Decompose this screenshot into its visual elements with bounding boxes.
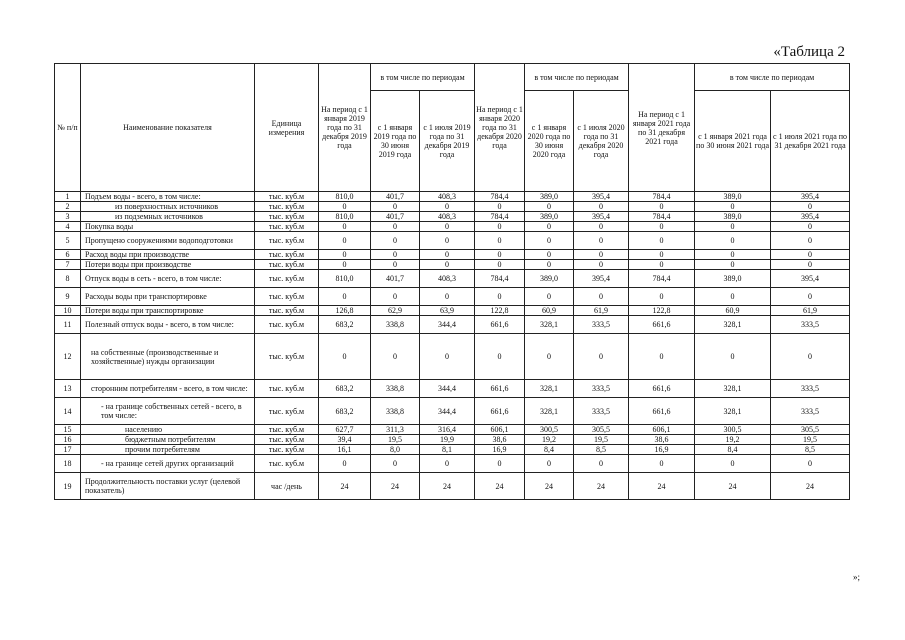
table-row xyxy=(55,398,850,425)
row-value: 300,5 xyxy=(695,425,771,435)
row-value: 122,8 xyxy=(475,306,525,316)
row-value: 0 xyxy=(695,202,771,212)
row-value: 63,9 xyxy=(420,306,475,316)
row-value: 395,4 xyxy=(771,270,850,288)
row-value: 24 xyxy=(525,473,574,500)
row-value: 8,4 xyxy=(695,445,771,455)
row-value: 395,4 xyxy=(771,212,850,222)
row-value: 0 xyxy=(574,250,629,260)
row-name: прочим потребителям xyxy=(81,445,255,455)
row-value: 16,9 xyxy=(629,445,695,455)
row-name: Потери воды при транспортировке xyxy=(81,306,255,316)
row-value: 0 xyxy=(629,232,695,250)
row-value: 389,0 xyxy=(525,270,574,288)
row-value: 316,4 xyxy=(420,425,475,435)
row-value: 0 xyxy=(574,232,629,250)
row-name: Полезный отпуск воды - всего, в том числе: xyxy=(81,316,255,334)
row-number: 17 xyxy=(55,445,81,455)
row-value: 0 xyxy=(574,222,629,232)
table-row xyxy=(55,455,850,473)
row-value: 333,5 xyxy=(771,380,850,398)
row-name: Потери воды при производстве xyxy=(81,260,255,270)
row-value: 389,0 xyxy=(525,212,574,222)
row-value: 333,5 xyxy=(574,380,629,398)
row-value: 606,1 xyxy=(629,425,695,435)
row-value: 661,6 xyxy=(629,398,695,425)
row-name: Покупка воды xyxy=(81,222,255,232)
row-value: 19,2 xyxy=(695,435,771,445)
header-h2-2021: с 1 июля 2021 года по 31 декабря 2021 года xyxy=(771,91,850,192)
row-unit: час /день xyxy=(255,473,319,500)
row-value: 328,1 xyxy=(695,398,771,425)
row-value: 8,0 xyxy=(371,445,420,455)
row-value: 389,0 xyxy=(695,212,771,222)
row-value: 0 xyxy=(371,288,420,306)
row-number: 3 xyxy=(55,212,81,222)
row-name: сторонним потребителям - всего, в том числе: xyxy=(81,380,255,398)
row-unit: тыс. куб.м xyxy=(255,202,319,212)
row-value: 0 xyxy=(629,250,695,260)
table-row xyxy=(55,288,850,306)
row-name: - на границе сетей других организаций xyxy=(81,455,255,473)
row-value: 0 xyxy=(574,455,629,473)
row-value: 0 xyxy=(475,334,525,380)
row-value: 0 xyxy=(420,202,475,212)
row-value: 683,2 xyxy=(319,380,371,398)
row-value: 0 xyxy=(319,202,371,212)
row-unit: тыс. куб.м xyxy=(255,212,319,222)
row-value: 0 xyxy=(629,288,695,306)
row-value: 0 xyxy=(525,288,574,306)
header-including-2020: в том числе по периодам xyxy=(525,64,629,91)
water-balance-table xyxy=(54,63,850,500)
row-number: 1 xyxy=(55,192,81,202)
row-unit: тыс. куб.м xyxy=(255,380,319,398)
row-number: 16 xyxy=(55,435,81,445)
table-row xyxy=(55,232,850,250)
row-value: 344,4 xyxy=(420,380,475,398)
row-value: 24 xyxy=(475,473,525,500)
row-value: 0 xyxy=(695,334,771,380)
row-value: 0 xyxy=(319,232,371,250)
row-value: 810,0 xyxy=(319,270,371,288)
row-value: 0 xyxy=(420,334,475,380)
table-body xyxy=(55,192,850,500)
row-value: 19,5 xyxy=(771,435,850,445)
row-value: 0 xyxy=(525,455,574,473)
table-row xyxy=(55,250,850,260)
row-value: 328,1 xyxy=(525,316,574,334)
row-value: 0 xyxy=(629,334,695,380)
row-value: 0 xyxy=(475,260,525,270)
row-value: 661,6 xyxy=(629,380,695,398)
row-value: 328,1 xyxy=(695,316,771,334)
table-row xyxy=(55,380,850,398)
header-period-2020: На период с 1 января 2020 года по 31 декабря 2020 года xyxy=(475,64,525,192)
row-value: 338,8 xyxy=(371,316,420,334)
row-value: 60,9 xyxy=(525,306,574,316)
table-row xyxy=(55,334,850,380)
row-value: 19,9 xyxy=(420,435,475,445)
row-value: 395,4 xyxy=(574,212,629,222)
row-value: 0 xyxy=(525,260,574,270)
row-value: 0 xyxy=(420,455,475,473)
row-value: 683,2 xyxy=(319,316,371,334)
row-value: 61,9 xyxy=(574,306,629,316)
row-number: 7 xyxy=(55,260,81,270)
row-value: 19,5 xyxy=(371,435,420,445)
row-value: 126,8 xyxy=(319,306,371,316)
row-value: 389,0 xyxy=(525,192,574,202)
row-value: 401,7 xyxy=(371,212,420,222)
row-number: 12 xyxy=(55,334,81,380)
row-value: 0 xyxy=(695,250,771,260)
row-number: 10 xyxy=(55,306,81,316)
row-value: 784,4 xyxy=(475,270,525,288)
row-value: 338,8 xyxy=(371,398,420,425)
row-unit: тыс. куб.м xyxy=(255,334,319,380)
row-value: 328,1 xyxy=(695,380,771,398)
row-name: населению xyxy=(81,425,255,435)
row-value: 0 xyxy=(475,222,525,232)
header-including-2021: в том числе по периодам xyxy=(695,64,850,91)
row-value: 0 xyxy=(771,222,850,232)
row-number: 19 xyxy=(55,473,81,500)
row-name: Подъем воды - всего, в том числе: xyxy=(81,192,255,202)
row-unit: тыс. куб.м xyxy=(255,306,319,316)
row-value: 0 xyxy=(695,222,771,232)
row-value: 0 xyxy=(525,250,574,260)
row-value: 401,7 xyxy=(371,270,420,288)
row-value: 0 xyxy=(319,250,371,260)
row-value: 810,0 xyxy=(319,212,371,222)
row-name: Расход воды при производстве xyxy=(81,250,255,260)
row-value: 8,5 xyxy=(771,445,850,455)
row-unit: тыс. куб.м xyxy=(255,425,319,435)
row-value: 24 xyxy=(420,473,475,500)
row-value: 39,4 xyxy=(319,435,371,445)
row-value: 305,5 xyxy=(574,425,629,435)
row-name: на собственные (производственные и хозяйственные) нужды организации xyxy=(81,334,255,380)
row-value: 661,6 xyxy=(629,316,695,334)
row-unit: тыс. куб.м xyxy=(255,260,319,270)
row-value: 311,3 xyxy=(371,425,420,435)
row-value: 24 xyxy=(574,473,629,500)
row-number: 4 xyxy=(55,222,81,232)
row-value: 784,4 xyxy=(475,212,525,222)
row-value: 0 xyxy=(629,260,695,270)
row-value: 0 xyxy=(319,334,371,380)
header-including-2019: в том числе по периодам xyxy=(371,64,475,91)
row-value: 24 xyxy=(695,473,771,500)
row-number: 18 xyxy=(55,455,81,473)
table-row xyxy=(55,202,850,212)
table-row xyxy=(55,316,850,334)
row-value: 16,1 xyxy=(319,445,371,455)
row-value: 395,4 xyxy=(574,270,629,288)
row-value: 661,6 xyxy=(475,316,525,334)
row-value: 784,4 xyxy=(475,192,525,202)
row-value: 0 xyxy=(371,222,420,232)
row-name: - на границе собственных сетей - всего, в том числе: xyxy=(81,398,255,425)
row-value: 8,5 xyxy=(574,445,629,455)
row-value: 61,9 xyxy=(771,306,850,316)
table-row xyxy=(55,435,850,445)
row-value: 0 xyxy=(525,222,574,232)
row-value: 0 xyxy=(695,455,771,473)
header-h1-2020: с 1 января 2020 года по 30 июня 2020 года xyxy=(525,91,574,192)
row-value: 0 xyxy=(695,232,771,250)
row-value: 0 xyxy=(475,455,525,473)
row-value: 0 xyxy=(371,260,420,270)
header-h2-2019: с 1 июля 2019 года по 31 декабря 2019 года xyxy=(420,91,475,192)
row-value: 0 xyxy=(475,232,525,250)
table-row xyxy=(55,445,850,455)
row-value: 0 xyxy=(771,334,850,380)
row-value: 389,0 xyxy=(695,270,771,288)
row-value: 0 xyxy=(771,455,850,473)
table-row xyxy=(55,306,850,316)
row-value: 0 xyxy=(629,455,695,473)
table-caption: «Таблица 2 xyxy=(773,44,845,60)
row-value: 784,4 xyxy=(629,270,695,288)
row-value: 395,4 xyxy=(771,192,850,202)
header-h1-2021: с 1 января 2021 года по 30 июня 2021 года xyxy=(695,91,771,192)
row-number: 14 xyxy=(55,398,81,425)
row-value: 344,4 xyxy=(420,398,475,425)
closing-quote: »; xyxy=(853,572,861,582)
row-number: 11 xyxy=(55,316,81,334)
row-value: 62,9 xyxy=(371,306,420,316)
row-number: 6 xyxy=(55,250,81,260)
row-value: 333,5 xyxy=(574,398,629,425)
row-value: 0 xyxy=(319,222,371,232)
row-value: 0 xyxy=(475,250,525,260)
row-unit: тыс. куб.м xyxy=(255,250,319,260)
row-number: 8 xyxy=(55,270,81,288)
header-h1-2019: с 1 января 2019 года по 30 июня 2019 года xyxy=(371,91,420,192)
row-value: 328,1 xyxy=(525,398,574,425)
row-value: 333,5 xyxy=(771,316,850,334)
table-row xyxy=(55,192,850,202)
row-value: 0 xyxy=(771,232,850,250)
row-number: 9 xyxy=(55,288,81,306)
row-value: 408,3 xyxy=(420,270,475,288)
row-value: 810,0 xyxy=(319,192,371,202)
row-value: 0 xyxy=(371,455,420,473)
row-value: 0 xyxy=(771,260,850,270)
row-unit: тыс. куб.м xyxy=(255,288,319,306)
row-value: 328,1 xyxy=(525,380,574,398)
table-row xyxy=(55,222,850,232)
row-value: 122,8 xyxy=(629,306,695,316)
row-value: 0 xyxy=(525,334,574,380)
row-value: 8,4 xyxy=(525,445,574,455)
table-row xyxy=(55,270,850,288)
row-value: 661,6 xyxy=(475,380,525,398)
header-num: № п/п xyxy=(55,64,81,192)
row-value: 24 xyxy=(371,473,420,500)
row-number: 2 xyxy=(55,202,81,212)
row-unit: тыс. куб.м xyxy=(255,192,319,202)
row-value: 0 xyxy=(771,288,850,306)
row-value: 0 xyxy=(629,222,695,232)
row-value: 38,6 xyxy=(629,435,695,445)
row-unit: тыс. куб.м xyxy=(255,270,319,288)
row-value: 0 xyxy=(771,250,850,260)
table-row xyxy=(55,425,850,435)
row-name: Продолжительность поставки услуг (целевой показатель) xyxy=(81,473,255,500)
row-value: 16,9 xyxy=(475,445,525,455)
row-value: 0 xyxy=(475,202,525,212)
row-value: 401,7 xyxy=(371,192,420,202)
row-unit: тыс. куб.м xyxy=(255,222,319,232)
row-value: 24 xyxy=(629,473,695,500)
row-value: 0 xyxy=(475,288,525,306)
row-number: 15 xyxy=(55,425,81,435)
row-value: 0 xyxy=(371,202,420,212)
row-value: 408,3 xyxy=(420,212,475,222)
row-unit: тыс. куб.м xyxy=(255,445,319,455)
row-name: Расходы воды при транспортировке xyxy=(81,288,255,306)
header-unit: Единица измерения xyxy=(255,64,319,192)
row-value: 606,1 xyxy=(475,425,525,435)
row-value: 0 xyxy=(420,288,475,306)
row-unit: тыс. куб.м xyxy=(255,232,319,250)
row-value: 8,1 xyxy=(420,445,475,455)
row-value: 683,2 xyxy=(319,398,371,425)
row-name: Отпуск воды в сеть - всего, в том числе: xyxy=(81,270,255,288)
row-value: 0 xyxy=(574,288,629,306)
row-value: 60,9 xyxy=(695,306,771,316)
header-h2-2020: с 1 июля 2020 года по 31 декабря 2020 года xyxy=(574,91,629,192)
row-value: 0 xyxy=(420,222,475,232)
row-value: 344,4 xyxy=(420,316,475,334)
row-value: 0 xyxy=(371,232,420,250)
row-unit: тыс. куб.м xyxy=(255,316,319,334)
row-value: 300,5 xyxy=(525,425,574,435)
row-unit: тыс. куб.м xyxy=(255,435,319,445)
row-value: 0 xyxy=(420,232,475,250)
row-number: 13 xyxy=(55,380,81,398)
row-value: 0 xyxy=(695,260,771,270)
row-value: 0 xyxy=(574,260,629,270)
header-period-2019: На период с 1 января 2019 года по 31 декабря 2019 года xyxy=(319,64,371,192)
row-value: 0 xyxy=(525,202,574,212)
row-value: 305,5 xyxy=(771,425,850,435)
table-row xyxy=(55,212,850,222)
row-value: 395,4 xyxy=(574,192,629,202)
row-value: 24 xyxy=(319,473,371,500)
row-value: 0 xyxy=(629,202,695,212)
row-value: 784,4 xyxy=(629,192,695,202)
row-value: 24 xyxy=(771,473,850,500)
row-value: 338,8 xyxy=(371,380,420,398)
row-value: 0 xyxy=(319,288,371,306)
row-name: Пропущено сооружениями водоподготовки xyxy=(81,232,255,250)
table-row xyxy=(55,260,850,270)
row-value: 333,5 xyxy=(771,398,850,425)
row-unit: тыс. куб.м xyxy=(255,398,319,425)
row-name: из подземных источников xyxy=(81,212,255,222)
row-value: 0 xyxy=(695,288,771,306)
row-value: 0 xyxy=(371,250,420,260)
row-name: бюджетным потребителям xyxy=(81,435,255,445)
row-value: 408,3 xyxy=(420,192,475,202)
row-value: 0 xyxy=(319,260,371,270)
header-name: Наименование показателя xyxy=(81,64,255,192)
row-value: 0 xyxy=(525,232,574,250)
row-value: 19,5 xyxy=(574,435,629,445)
row-value: 333,5 xyxy=(574,316,629,334)
row-value: 0 xyxy=(420,250,475,260)
row-value: 0 xyxy=(574,202,629,212)
row-value: 0 xyxy=(420,260,475,270)
row-name: из поверхностных источников xyxy=(81,202,255,212)
row-value: 0 xyxy=(319,455,371,473)
row-value: 0 xyxy=(371,334,420,380)
row-value: 389,0 xyxy=(695,192,771,202)
row-unit: тыс. куб.м xyxy=(255,455,319,473)
row-value: 627,7 xyxy=(319,425,371,435)
row-value: 0 xyxy=(771,202,850,212)
table-row xyxy=(55,473,850,500)
row-value: 0 xyxy=(574,334,629,380)
header-period-2021: На период с 1 января 2021 года по 31 декабря 2021 года xyxy=(629,64,695,192)
row-value: 784,4 xyxy=(629,212,695,222)
row-value: 19,2 xyxy=(525,435,574,445)
row-number: 5 xyxy=(55,232,81,250)
row-value: 661,6 xyxy=(475,398,525,425)
row-value: 38,6 xyxy=(475,435,525,445)
